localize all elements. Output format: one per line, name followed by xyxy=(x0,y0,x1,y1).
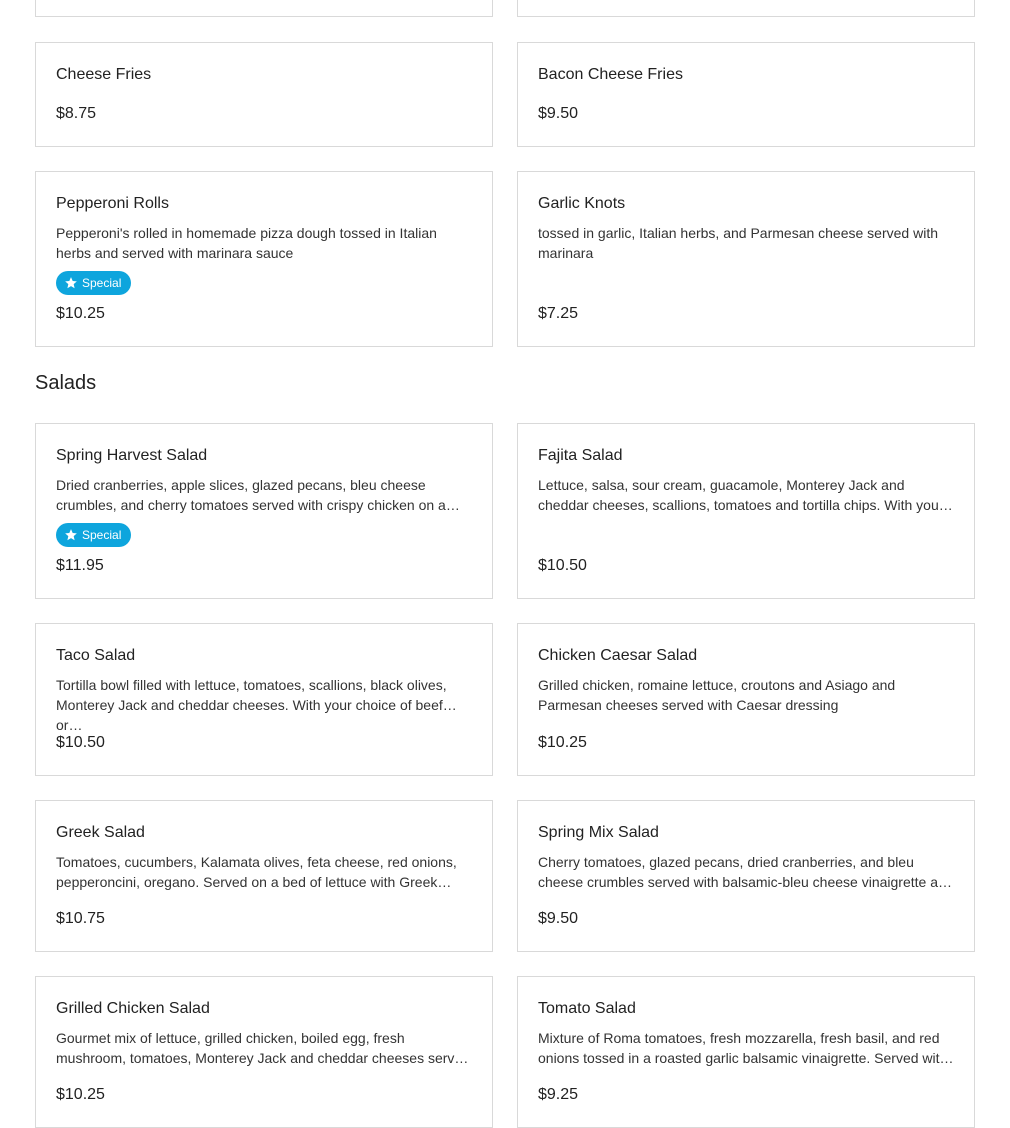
item-price: $10.25 xyxy=(56,1086,105,1103)
item-name: Fajita Salad xyxy=(538,447,623,464)
item-description: Lettuce, salsa, sour cream, guacamole, Monterey Jack and cheddar cheeses, scallions, tomatoes and tortilla chips. With you… xyxy=(538,477,953,513)
item-description: Mixture of Roma tomatoes, fresh mozzarella, fresh basil, and red onions tossed in a roasted garlic balsamic vinaigrette. Served wit… xyxy=(538,1030,954,1066)
item-price: $9.25 xyxy=(538,1086,579,1103)
item-name: Garlic Knots xyxy=(538,195,626,212)
item-name: Chicken Caesar Salad xyxy=(538,647,698,664)
item-name: Bacon Cheese Fries xyxy=(538,66,683,83)
item-price: $9.50 xyxy=(538,910,579,927)
item-description: Pepperoni's rolled in homemade pizza dough tossed in Italian herbs and served with marinara sauce xyxy=(56,225,437,261)
menu-item-card[interactable] xyxy=(517,623,975,776)
menu-item-card[interactable] xyxy=(35,623,493,776)
menu-item-card[interactable] xyxy=(35,423,493,599)
item-price: $10.75 xyxy=(56,910,105,927)
item-name: Spring Mix Salad xyxy=(538,824,659,841)
menu-item-card[interactable] xyxy=(517,423,975,599)
item-name: Pepperoni Rolls xyxy=(56,195,169,212)
item-description: Tomatoes, cucumbers, Kalamata olives, feta cheese, red onions, pepperoncini, oregano. Served on a bed of lettuce with Greek… xyxy=(56,854,457,890)
menu-item-card[interactable] xyxy=(35,171,493,347)
item-name: Spring Harvest Salad xyxy=(56,447,208,464)
star-icon xyxy=(64,528,78,542)
menu-item-card[interactable] xyxy=(517,800,975,952)
item-description: Gourmet mix of lettuce, grilled chicken, boiled egg, fresh mushroom, tomatoes, Monterey Jack and cheddar cheeses serv… xyxy=(56,1030,469,1066)
item-price: $10.50 xyxy=(56,734,105,751)
item-name: Grilled Chicken Salad xyxy=(56,1000,210,1017)
special-badge xyxy=(56,523,131,547)
item-name: Taco Salad xyxy=(56,647,136,664)
item-description: Cherry tomatoes, glazed pecans, dried cranberries, and bleu cheese crumbles served with balsamic-bleu cheese vinaigrette a… xyxy=(538,854,952,890)
item-price: $9.50 xyxy=(538,105,579,122)
menu-item-card[interactable] xyxy=(517,976,975,1128)
item-description: Dried cranberries, apple slices, glazed pecans, bleu cheese crumbles, and cherry tomatoes served with crispy chicken on a… xyxy=(56,477,460,513)
item-description: Grilled chicken, romaine lettuce, croutons and Asiago and Parmesan cheeses served with Caesar dressing xyxy=(538,677,896,713)
section-title-salads: Salads xyxy=(35,372,97,394)
menu-item-card[interactable] xyxy=(35,800,493,952)
item-price: $11.95 xyxy=(56,557,104,574)
item-name: Greek Salad xyxy=(56,824,145,841)
star-icon xyxy=(64,276,78,290)
menu-item-card[interactable] xyxy=(35,976,493,1128)
menu-item-card[interactable] xyxy=(517,0,975,17)
menu-item-card[interactable] xyxy=(517,171,975,347)
special-badge xyxy=(56,271,131,295)
menu-item-card[interactable] xyxy=(35,42,493,147)
badge-label: Special xyxy=(82,276,122,290)
item-price: $7.25 xyxy=(538,305,579,322)
item-price: $10.25 xyxy=(538,734,587,751)
item-price: $10.25 xyxy=(56,305,105,322)
item-price: $10.50 xyxy=(538,557,587,574)
item-description: Tortilla bowl filled with lettuce, tomatoes, scallions, black olives, Monterey Jack and cheddar cheeses. With your choice of beef or… xyxy=(56,677,447,733)
item-price: $8.75 xyxy=(56,105,97,122)
menu-item-card[interactable] xyxy=(517,42,975,147)
item-name: Cheese Fries xyxy=(56,66,152,83)
item-name: Tomato Salad xyxy=(538,1000,636,1017)
menu-item-card[interactable] xyxy=(35,0,493,17)
item-description: tossed in garlic, Italian herbs, and Parmesan cheese served with marinara xyxy=(538,225,938,261)
badge-label: Special xyxy=(82,528,122,542)
